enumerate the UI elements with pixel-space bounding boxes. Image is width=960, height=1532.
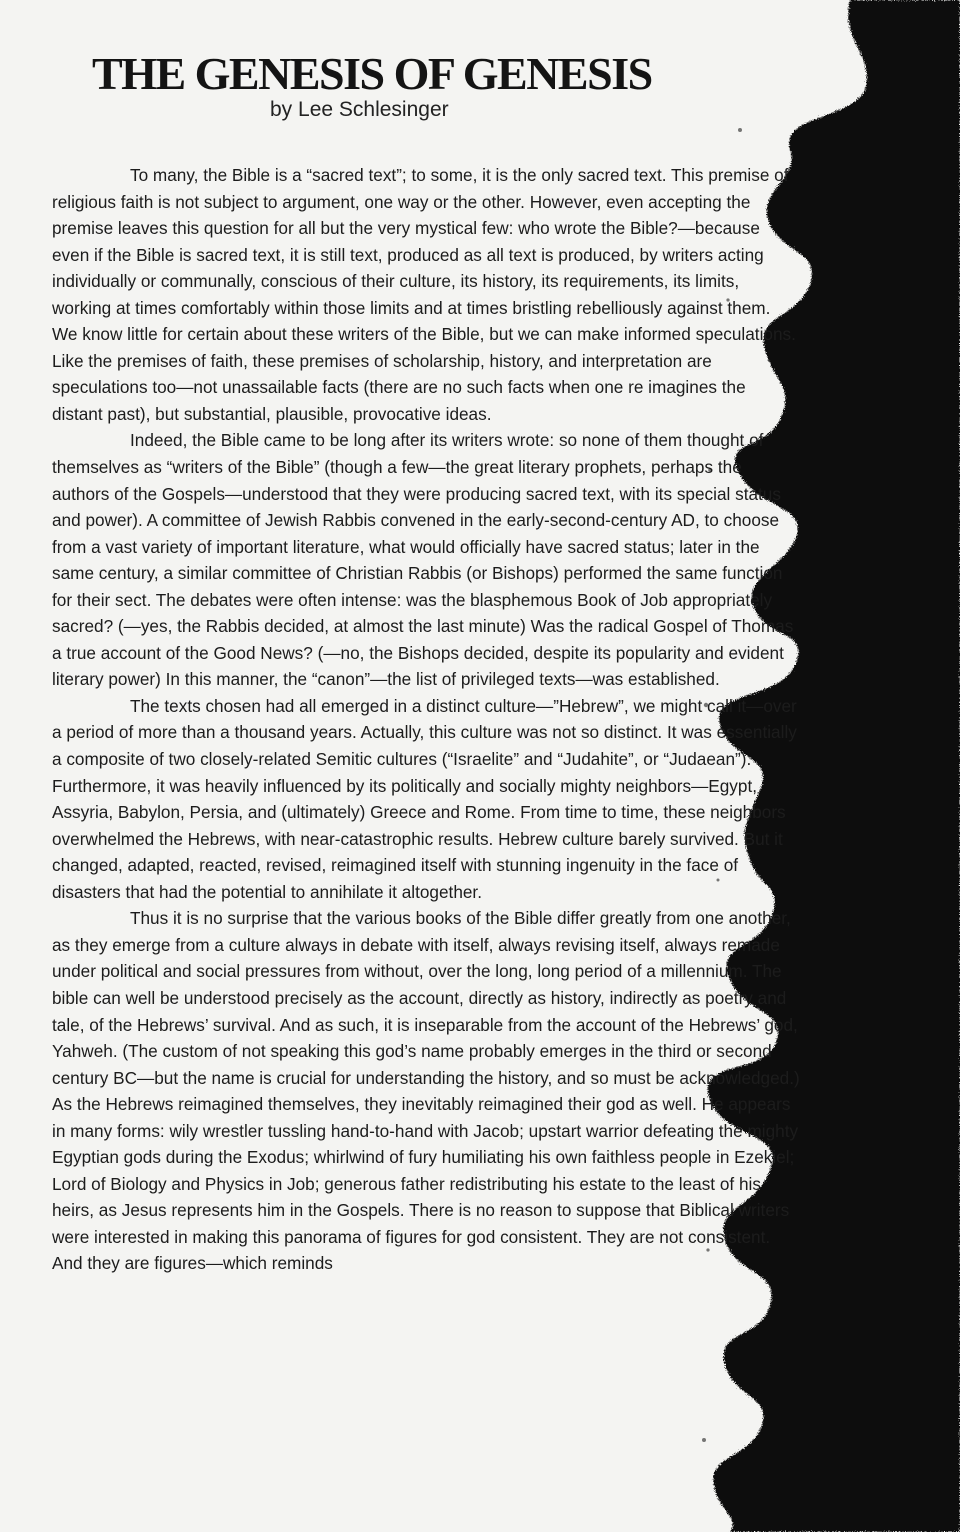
article-body — [52, 162, 800, 1277]
article-paragraph-4: Thus it is no surprise that the various books of the Bible differ greatly from one another, as they emerge from a culture always in debate with itself, always revising itself, always remade under political and social pressures from without, over the long, long period of a millennium. The bible can well be understood precisely as the account, directly as history, indirectly as poetry and tale, of the Hebrews’ survival. And as such, it is inseparable from the account of the Hebrews’ god, Yahweh. (The custom of not speaking this god’s name probably emerges in the third or second century BC—but the name is crucial for understanding the history, and so must be acknowledged.) As the Hebrews reimagined themselves, they inevitably reimagined their god as well. He appears in many forms: wily wrestler tussling hand-to-hand with Jacob; upstart warrior defeating the mighty Egyptian gods during the Exodus; whirlwind of fury humiliating his own faithless people in Ezekiel; Lord of Biology and Physics in Job; generous father redistributing his estate to the least of his heirs, as Jesus represents him in the Gospels. There is no reason to suppose that Biblical writers were interested in making this panorama of figures for god consistent. They are not consistent. And they are figures—which reminds — [52, 908, 800, 1274]
article-paragraph-1: To many, the Bible is a “sacred text”; to some, it is the only sacred text. This premise of religious faith is not subject to argument, one way or the other. However, even accepting the premise leaves this question for all but the very mystical few: who wrote the Bible?—because even if the Bible is sacred text, it is still text, produced as all text is produced, by writers acting individually or communally, conscious of their culture, its history, its requirements, its limits, working at times comfortably within those limits and at times bristling rebelliously against them. We know little for certain about these writers of the Bible, but we can make informed speculations. Like the premises of faith, these premises of scholarship, history, and interpretation are speculations too—not unassailable facts (there are no such facts when one re imagines the distant past), but substantial, plausible, provocative ideas. — [52, 165, 796, 424]
article-paragraph-3: The texts chosen had all emerged in a distinct culture—”Hebrew”, we might call it—over a period of more than a thousand years. Actually, this culture was not so distinct. It was essentially a composite of two closely-related Semitic cultures (“Israelite” and “Judahite”, or “Judaean”). Furthermore, it was heavily influenced by its politically and socially mighty neighbors—Egypt, Assyria, Babylon, Persia, and (ultimately) Greece and Rome. From time to time, these neighbors overwhelmed the Hebrews, with near-catastrophic results. Hebrew culture barely survived. But it changed, adapted, reacted, revised, reimagined itself with stunning ingenuity in the face of disasters that had the potential to annihilate it altogether. — [52, 695, 797, 902]
article-title: THE GENESIS OF GENESIS — [92, 48, 652, 99]
article-paragraph-2: Indeed, the Bible came to be long after its writers wrote: so none of them thought of themselves as “writers of the Bible” (though a few—the great literary prophets, perhaps the authors of the Gospels—understood that they were producing sacred text, with its special status and power). A committee of Jewish Rabbis convened in the early-second-century AD, to choose from a vast variety of important literature, what would officially have sacred status; later in the same century, a similar committee of Christian Rabbis (or Bishops) performed the same function for their sect. The debates were often intense: was the blasphemous Book of Job appropriately sacred? (—yes, the Rabbis decided, at almost the last minute) Was the radical Gospel of Thomas a true account of the Good News? (—no, the Bishops decided, despite its popularity and evident literary power) In this manner, the “canon”—the list of privileged texts—was established. — [52, 430, 794, 690]
article-byline: by Lee Schlesinger — [270, 98, 449, 121]
